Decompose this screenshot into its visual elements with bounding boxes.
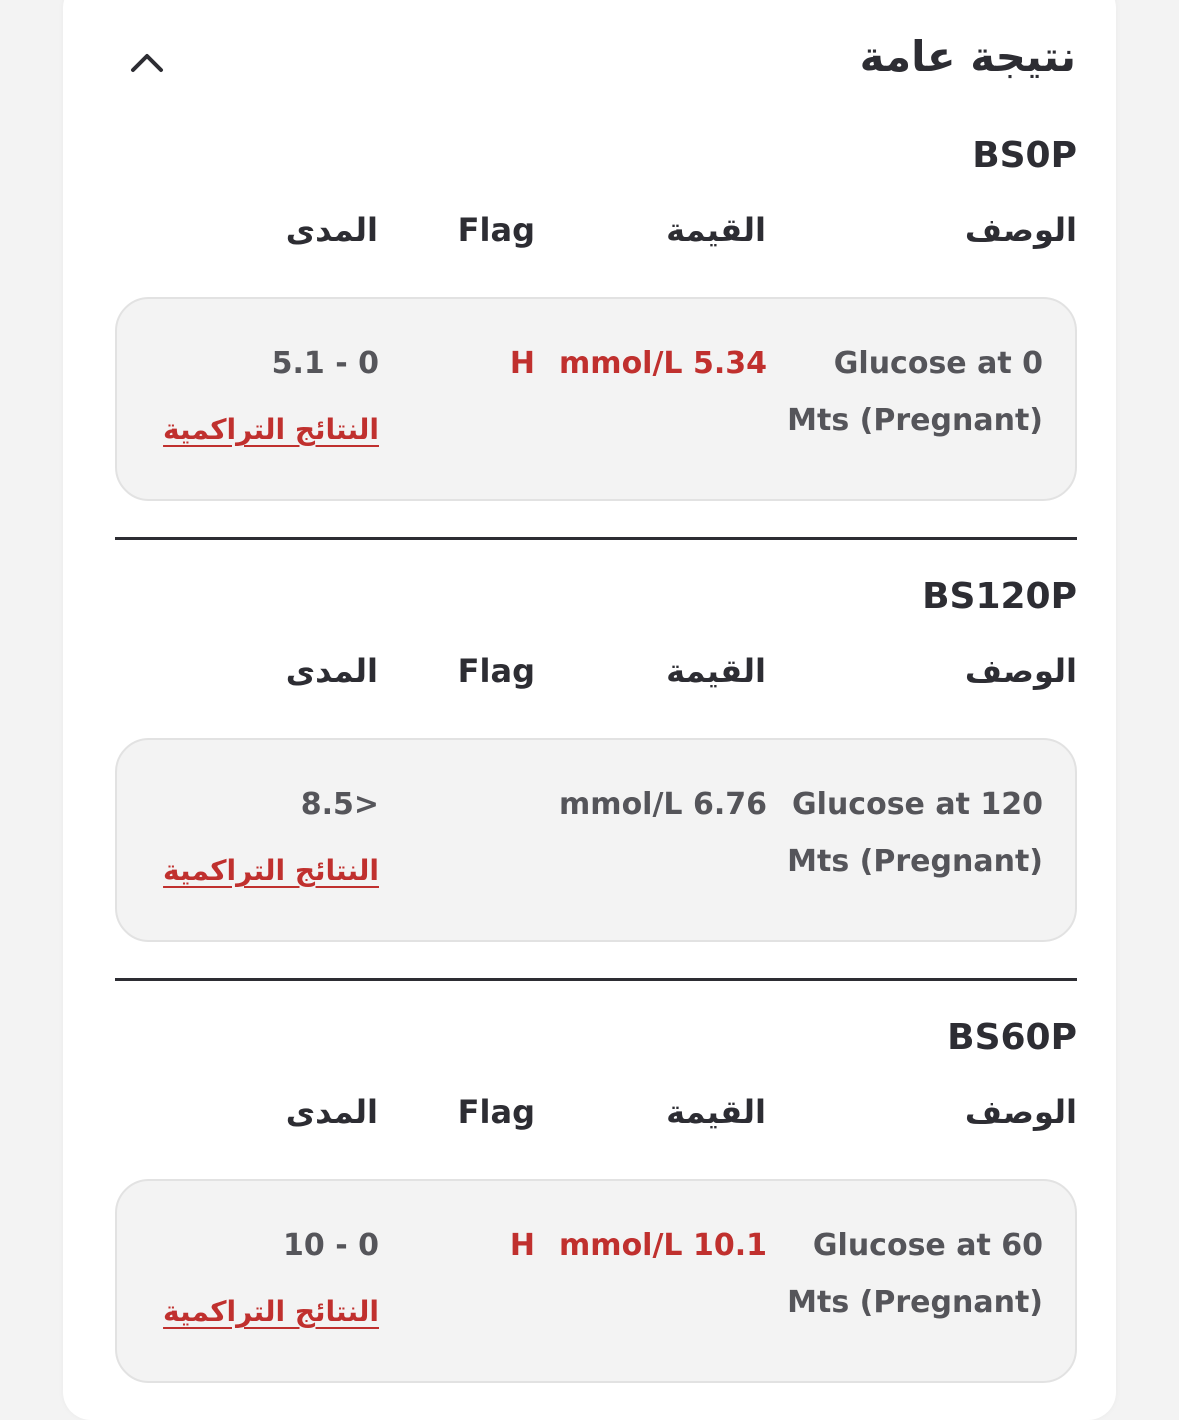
card-header[interactable] (115, 32, 1076, 102)
header-flag: Flag (457, 652, 535, 690)
section-divider (115, 978, 1077, 981)
column-headers (115, 652, 1077, 702)
general-result-card (63, 0, 1116, 1420)
result-value: mmol/L 10.1 (559, 1228, 767, 1263)
header-range: المدى (285, 652, 378, 690)
section-divider (115, 537, 1077, 540)
result-description: Glucose at 60 Mts (Pregnant) (787, 1228, 1043, 1320)
header-value: القيمة (666, 652, 766, 690)
result-value: mmol/L 6.76 (559, 787, 767, 822)
result-flag: H (509, 346, 535, 381)
result-value: mmol/L 5.34 (559, 346, 767, 381)
header-value: القيمة (666, 211, 766, 249)
test-code: BS0P (972, 135, 1077, 176)
result-description: Glucose at 120 Mts (Pregnant) (787, 787, 1043, 879)
header-value: القيمة (666, 1093, 766, 1131)
column-headers (115, 1093, 1077, 1143)
result-range: 5.1 - 0 (271, 346, 379, 381)
card-title: نتيجة عامة (859, 32, 1076, 81)
chevron-up-icon (125, 42, 169, 86)
header-flag: Flag (457, 1093, 535, 1131)
result-row (115, 297, 1077, 501)
result-range: 8.5> (300, 787, 379, 822)
header-range: المدى (285, 211, 378, 249)
result-row (115, 1179, 1077, 1383)
result-flag: H (509, 1228, 535, 1263)
header-flag: Flag (457, 211, 535, 249)
cumulative-results-link[interactable]: النتائج التراكمية (163, 1295, 379, 1328)
cumulative-results-link[interactable]: النتائج التراكمية (163, 413, 379, 446)
test-code: BS120P (922, 576, 1077, 617)
header-description: الوصف (964, 211, 1077, 249)
collapse-button[interactable] (125, 42, 169, 86)
cumulative-results-link[interactable]: النتائج التراكمية (163, 854, 379, 887)
header-description: الوصف (964, 652, 1077, 690)
test-code: BS60P (947, 1017, 1077, 1058)
column-headers (115, 211, 1077, 261)
header-description: الوصف (964, 1093, 1077, 1131)
result-row (115, 738, 1077, 942)
header-range: المدى (285, 1093, 378, 1131)
result-description: Glucose at 0 Mts (Pregnant) (787, 346, 1043, 438)
result-range: 10 - 0 (283, 1228, 379, 1263)
